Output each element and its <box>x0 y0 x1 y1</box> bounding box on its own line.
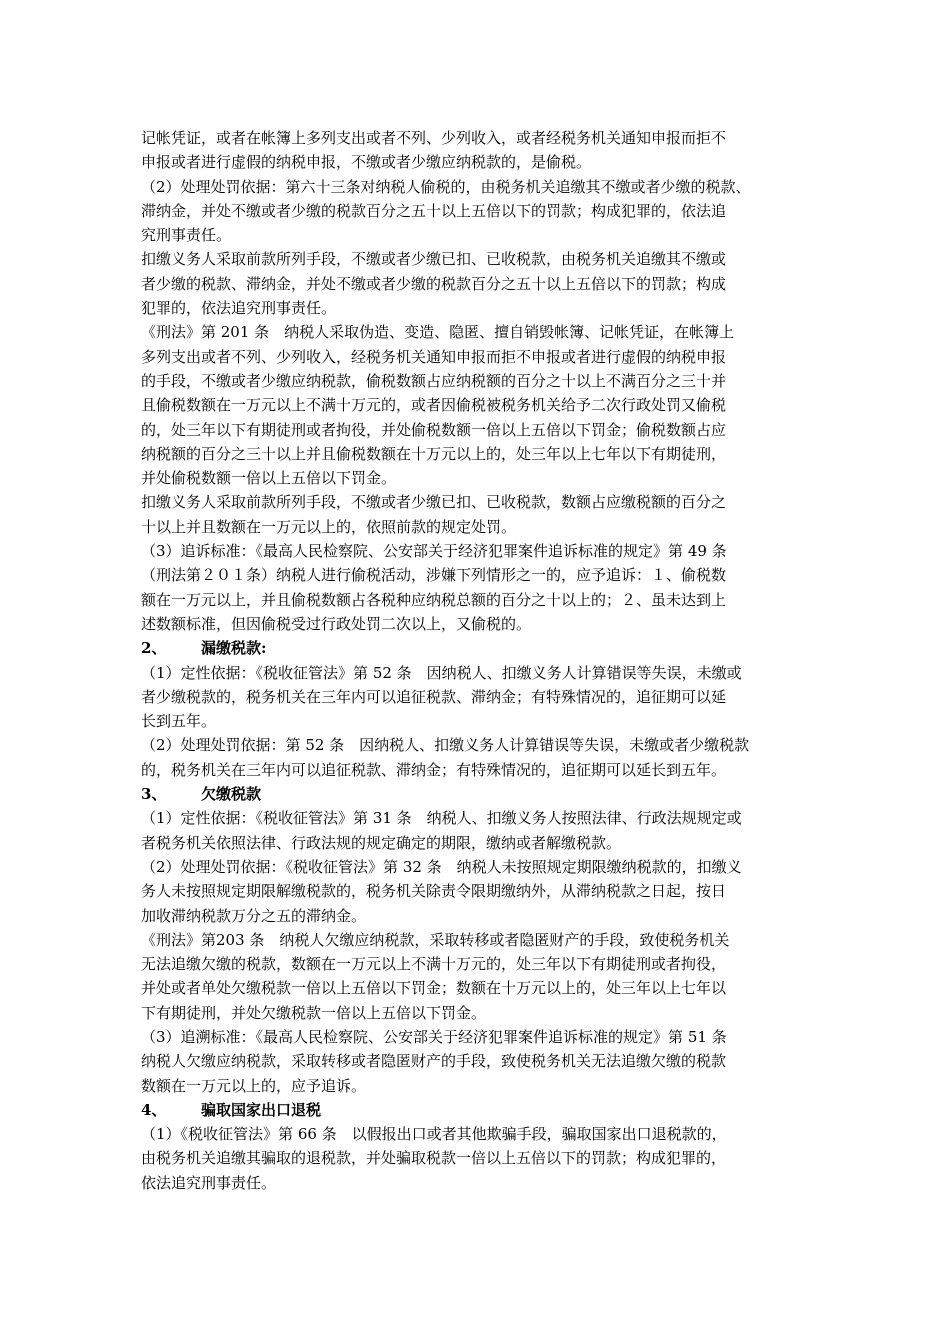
section-heading <box>141 636 811 660</box>
paragraph-line: 纳税额的百分之三十以上并且偷税数额在十万元以上的，处三年以上七年以下有期徒刑， <box>141 444 727 463</box>
paragraph-line: 务人未按照规定期限解缴税款的，税务机关除责令限期缴纳外，从滞纳税款之日起，按日 <box>141 882 727 901</box>
paragraph-line: 长到五年。 <box>141 712 217 731</box>
paragraph-line: 十以上并且数额在一万元以上的，依照前款的规定处罚。 <box>141 517 517 536</box>
paragraph-line: （2）处理处罚依据：第六十三条对纳税人偷税的，由税务机关追缴其不缴或者少缴的税款、 <box>141 177 751 196</box>
paragraph-line: （2）处理处罚依据：《税收征管法》第 32 条 纳税人未按照规定期限缴纳税款的，扣缴义 <box>141 857 742 876</box>
paragraph-line: 申报或者进行虚假的纳税申报，不缴或者少缴应纳税款的，是偷税。 <box>141 153 592 172</box>
paragraph-line: 并处或者单处欠缴税款一倍以上五倍以下罚金；数额在十万元以上的，处三年以上七年以 <box>141 979 727 998</box>
paragraph-line: 的手段，不缴或者少缴应纳税款，偷税数额占应纳税额的百分之十以上不满百分之三十并 <box>141 371 727 390</box>
section-title: 骗取国家出口退税 <box>201 1100 322 1119</box>
section-number: 2、 <box>141 639 167 658</box>
section-title: 漏缴税款: <box>201 639 267 658</box>
paragraph-line: 扣缴义务人采取前款所列手段，不缴或者少缴已扣、已收税款，数额占应缴税额的百分之 <box>141 493 727 512</box>
paragraph-line: 《刑法》第 201 条 纳税人采取伪造、变造、隐匿、擅自销毁帐簿、记帐凭证，在帐簿上 <box>141 323 735 342</box>
paragraph-line: （2）处理处罚依据：第 52 条 因纳税人、扣缴义务人计算错误等失误，未缴或者少缴税款 <box>141 736 750 755</box>
paragraph-line: 依法追究刑事责任。 <box>141 1173 277 1192</box>
section-number: 4、 <box>141 1100 167 1119</box>
paragraph-line: 者少缴税款的，税务机关在三年内可以追征税款、滞纳金；有特殊情况的，追征期可以延 <box>141 687 727 706</box>
paragraph-line: 滞纳金，并处不缴或者少缴的税款百分之五十以上五倍以下的罚款；构成犯罪的，依法追 <box>141 201 727 220</box>
paragraph-line: 由税务机关追缴其骗取的退税款，并处骗取税款一倍以上五倍以下的罚款；构成犯罪的， <box>141 1149 727 1168</box>
section-title: 欠缴税款 <box>201 785 262 804</box>
paragraph-line: 《刑法》第203 条 纳税人欠缴应纳税款，采取转移或者隐匿财产的手段，致使税务机关 <box>141 930 730 949</box>
paragraph-line: 扣缴义务人采取前款所列手段，不缴或者少缴已扣、已收税款，由税务机关追缴其不缴或 <box>141 250 727 269</box>
paragraph-line: 下有期徒刑，并处欠缴税款一倍以上五倍以下罚金。 <box>141 1003 487 1022</box>
paragraph-line: （3）追溯标准：《最高人民检察院、公安部关于经济犯罪案件追诉标准的规定》第 51 条 <box>141 1027 727 1046</box>
paragraph-line: 究刑事责任。 <box>141 226 232 245</box>
paragraph-line: （1）定性依据：《税收征管法》第 31 条 纳税人、扣缴义务人按照法律、行政法规规定或 <box>141 809 742 828</box>
paragraph-line: （刑法第２０１条）纳税人进行偷税活动，涉嫌下列情形之一的，应予追诉：１、偷税数 <box>141 566 727 585</box>
paragraph-line: 者少缴的税款、滞纳金，并处不缴或者少缴的税款百分之五十以上五倍以下的罚款；构成 <box>141 274 727 293</box>
paragraph-line: （1）定性依据：《税收征管法》第 52 条 因纳税人、扣缴义务人计算错误等失误，未缴或 <box>141 663 742 682</box>
paragraph-line: 记帐凭证，或者在帐簿上多列支出或者不列、少列收入，或者经税务机关通知申报而拒不 <box>141 129 727 147</box>
paragraph-line: 犯罪的，依法追究刑事责任。 <box>141 299 337 318</box>
paragraph-line: 述数额标准，但因偷税受过行政处罚二次以上，又偷税的。 <box>141 614 532 633</box>
document-body <box>141 126 811 1195</box>
section-heading <box>141 782 811 806</box>
paragraph-line: （3）追诉标准：《最高人民检察院、公安部关于经济犯罪案件追诉标准的规定》第 49 条 <box>141 542 727 561</box>
paragraph-line: 加收滞纳税款万分之五的滞纳金。 <box>141 906 367 925</box>
paragraph-line: 数额在一万元以上的，应予追诉。 <box>141 1076 367 1095</box>
paragraph-line: 纳税人欠缴应纳税款，采取转移或者隐匿财产的手段，致使税务机关无法追缴欠缴的税款 <box>141 1052 727 1071</box>
section-number: 3、 <box>141 785 167 804</box>
paragraph-line: 无法追缴欠缴的税款，数额在一万元以上不满十万元的，处三年以下有期徒刑或者拘役， <box>141 955 727 974</box>
paragraph-line: 额在一万元以上，并且偷税数额占各税种应纳税总额的百分之十以上的；２、虽未达到上 <box>141 590 727 609</box>
paragraph-line: （1）《税收征管法》第 66 条 以假报出口或者其他欺骗手段，骗取国家出口退税款的， <box>141 1125 727 1144</box>
paragraph-line: 多列支出或者不列、少列收入，经税务机关通知申报而拒不申报或者进行虚假的纳税申报 <box>141 347 727 366</box>
section-heading <box>141 1098 811 1122</box>
paragraph-line: 且偷税数额在一万元以上不满十万元的，或者因偷税被税务机关给予二次行政处罚又偷税 <box>141 396 727 415</box>
paragraph-line: 并处偷税数额一倍以上五倍以下罚金。 <box>141 469 397 488</box>
paragraph-line: 的，处三年以下有期徒刑或者拘役，并处偷税数额一倍以上五倍以下罚金；偷税数额占应 <box>141 420 727 439</box>
paragraph-line: 者税务机关依照法律、行政法规的规定确定的期限，缴纳或者解缴税款。 <box>141 833 622 852</box>
paragraph-line: 的，税务机关在三年内可以追征税款、滞纳金；有特殊情况的，追征期可以延长到五年。 <box>141 760 727 779</box>
